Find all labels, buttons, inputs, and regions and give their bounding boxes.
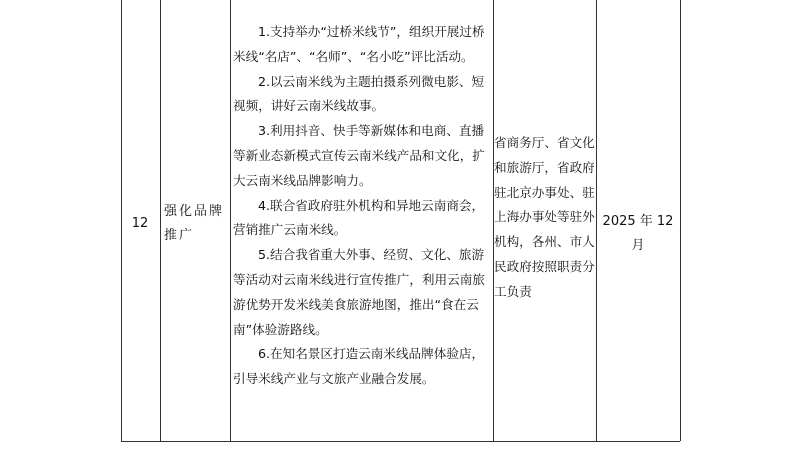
measure-item: 6.在知名景区打造云南米线品牌体验店，引导米线产业与文旅产业融合发展。	[233, 346, 485, 387]
table-border-right	[680, 0, 681, 441]
measure-item: 5.结合我省重大外事、经贸、文化、旅游等活动对云南米线进行宣传推广，利用云南旅游优势开发米线美食旅游地图，推出“食在云南”体验游路线。	[233, 247, 485, 337]
deadline: 2025 年 12 月	[602, 214, 674, 253]
table-border-bottom	[121, 441, 680, 442]
measure-item: 2.以云南米线为主题拍摄系列微电影、短视频，讲好云南米线故事。	[233, 73, 485, 114]
measure-item: 4.联合省政府驻外机构和异地云南商会，营销推广云南米线。	[233, 197, 485, 238]
task-name: 强化品牌推广	[164, 204, 225, 243]
table-divider-number	[160, 0, 161, 441]
measure-item: 1.支持举办“过桥米线节”，组织开展过桥米线“名店”、“名师”、“名小吃”评比活动。	[233, 24, 485, 64]
responsible-departments: 省商务厅、省文化和旅游厅，省政府驻北京办事处、驻上海办事处等驻外机构，各州、市人民政府按照职责分工负责	[494, 135, 595, 299]
measure-item: 3.利用抖音、快手等新媒体和电商、直播等新业态新模式宣传云南米线产品和文化，扩大云南米线品牌影响力。	[233, 123, 485, 188]
measures-cell	[233, 20, 495, 392]
row-number: 12	[131, 216, 149, 231]
